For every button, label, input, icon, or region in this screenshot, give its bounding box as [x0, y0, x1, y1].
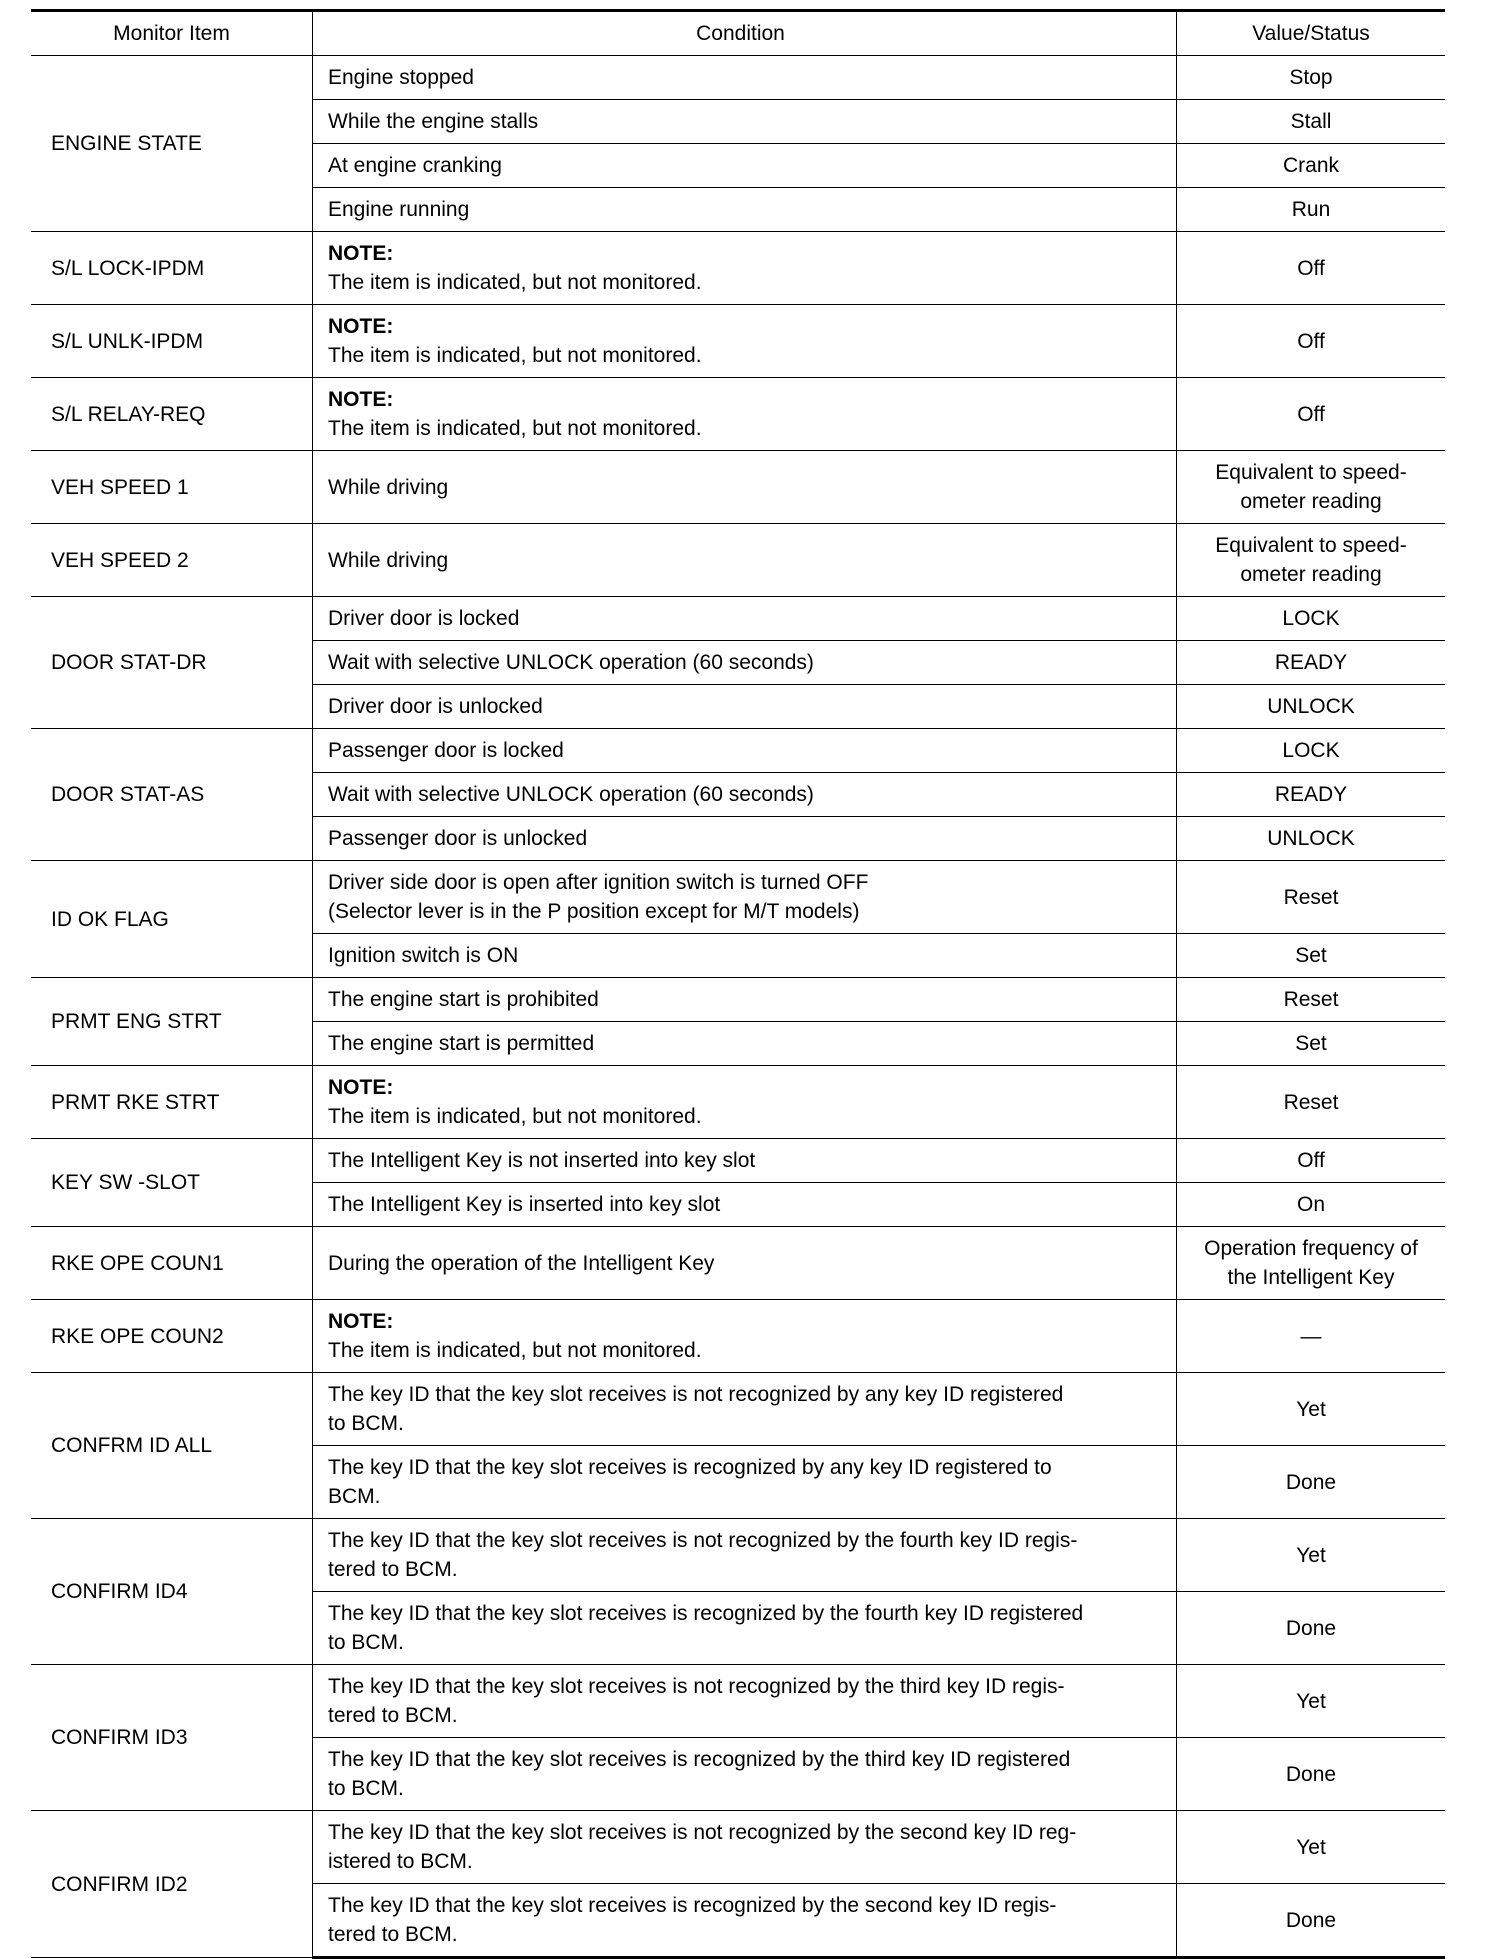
condition-cell: The key ID that the key slot receives is not recognized by the third key ID regis- tered to BCM. [313, 1665, 1177, 1738]
condition-cell: The engine start is prohibited [313, 978, 1177, 1022]
condition-cell: The key ID that the key slot receives is recognized by the fourth key ID registered to BCM. [313, 1592, 1177, 1665]
note-label: NOTE: [328, 1310, 394, 1333]
note-label: NOTE: [328, 315, 394, 338]
note-cell [313, 378, 1177, 451]
condition-cell: Engine running [313, 188, 1177, 232]
table-row [31, 729, 1445, 773]
condition-cell: The key ID that the key slot receives is recognized by the third key ID registered to BCM. [313, 1738, 1177, 1811]
note-cell [313, 305, 1177, 378]
table-header-row [31, 11, 1445, 56]
note-label: NOTE: [328, 242, 394, 265]
value-status-cell: Done [1177, 1592, 1446, 1665]
value-status-cell: LOCK [1177, 729, 1446, 773]
monitor-item-cell: KEY SW -SLOT [31, 1139, 313, 1227]
value-status-cell: Done [1177, 1738, 1446, 1811]
value-status-cell: Crank [1177, 144, 1446, 188]
note-text: The item is indicated, but not monitored. [328, 271, 702, 294]
note-cell [313, 1300, 1177, 1373]
value-status-cell: READY [1177, 641, 1446, 685]
table-row [31, 1373, 1445, 1446]
condition-cell: Passenger door is locked [313, 729, 1177, 773]
monitor-item-cell: DOOR STAT-AS [31, 729, 313, 861]
table-row [31, 1066, 1445, 1139]
monitor-item-cell: PRMT ENG STRT [31, 978, 313, 1066]
condition-cell: The Intelligent Key is not inserted into key slot [313, 1139, 1177, 1183]
monitor-item-cell: ID OK FLAG [31, 861, 313, 978]
monitor-item-cell: S/L RELAY-REQ [31, 378, 313, 451]
header-monitor-item: Monitor Item [31, 11, 313, 56]
value-status-cell: Off [1177, 1139, 1446, 1183]
value-status-cell: Stall [1177, 100, 1446, 144]
note-cell [313, 232, 1177, 305]
monitor-item-cell: CONFRM ID ALL [31, 1373, 313, 1519]
condition-cell: The key ID that the key slot receives is recognized by any key ID registered to BCM. [313, 1446, 1177, 1519]
value-status-cell: Off [1177, 378, 1446, 451]
note-cell [313, 1066, 1177, 1139]
condition-cell: Ignition switch is ON [313, 934, 1177, 978]
value-status-cell: Reset [1177, 978, 1446, 1022]
condition-cell: The key ID that the key slot receives is not recognized by the fourth key ID regis- tered to BCM. [313, 1519, 1177, 1592]
note-text: The item is indicated, but not monitored. [328, 417, 702, 440]
value-status-cell: Done [1177, 1446, 1446, 1519]
value-status-cell: LOCK [1177, 597, 1446, 641]
value-status-cell: Run [1177, 188, 1446, 232]
monitor-item-cell: RKE OPE COUN1 [31, 1227, 313, 1300]
table-body [31, 56, 1445, 1958]
condition-cell: Driver door is unlocked [313, 685, 1177, 729]
value-status-cell: Set [1177, 934, 1446, 978]
value-status-cell: Stop [1177, 56, 1446, 100]
table-row [31, 56, 1445, 100]
condition-cell: The key ID that the key slot receives is not recognized by the second key ID reg- istered to BCM. [313, 1811, 1177, 1884]
condition-cell: Driver side door is open after ignition switch is turned OFF (Selector lever is in the P position except for M/T models) [313, 861, 1177, 934]
table-row [31, 861, 1445, 934]
value-status-cell: Reset [1177, 1066, 1446, 1139]
table-row [31, 378, 1445, 451]
monitor-item-cell: DOOR STAT-DR [31, 597, 313, 729]
monitor-item-cell: RKE OPE COUN2 [31, 1300, 313, 1373]
monitor-item-cell: VEH SPEED 2 [31, 524, 313, 597]
condition-cell: Wait with selective UNLOCK operation (60 seconds) [313, 773, 1177, 817]
note-text: The item is indicated, but not monitored. [328, 1105, 702, 1128]
value-status-cell: — [1177, 1300, 1446, 1373]
table-row [31, 1139, 1445, 1183]
condition-cell: During the operation of the Intelligent Key [313, 1227, 1177, 1300]
value-status-cell: On [1177, 1183, 1446, 1227]
value-status-cell: Off [1177, 305, 1446, 378]
monitor-table [31, 9, 1445, 1959]
condition-cell: The key ID that the key slot receives is recognized by the second key ID regis- tered to BCM. [313, 1884, 1177, 1958]
note-text: The item is indicated, but not monitored. [328, 1339, 702, 1362]
value-status-cell: Done [1177, 1884, 1446, 1958]
value-status-cell: Yet [1177, 1519, 1446, 1592]
value-status-cell: Yet [1177, 1373, 1446, 1446]
table-row [31, 451, 1445, 524]
condition-cell: Wait with selective UNLOCK operation (60 seconds) [313, 641, 1177, 685]
condition-cell: At engine cranking [313, 144, 1177, 188]
table-row [31, 1300, 1445, 1373]
note-text: The item is indicated, but not monitored. [328, 344, 702, 367]
value-status-cell: READY [1177, 773, 1446, 817]
note-label: NOTE: [328, 388, 394, 411]
monitor-item-cell: VEH SPEED 1 [31, 451, 313, 524]
condition-cell: While driving [313, 451, 1177, 524]
table-row [31, 305, 1445, 378]
condition-cell: The Intelligent Key is inserted into key slot [313, 1183, 1177, 1227]
table-row [31, 232, 1445, 305]
table-row [31, 1227, 1445, 1300]
condition-cell: The key ID that the key slot receives is not recognized by any key ID registered to BCM. [313, 1373, 1177, 1446]
value-status-cell: Equivalent to speed- ometer reading [1177, 451, 1446, 524]
value-status-cell: Equivalent to speed- ometer reading [1177, 524, 1446, 597]
header-condition: Condition [313, 11, 1177, 56]
condition-cell: Driver door is locked [313, 597, 1177, 641]
table-row [31, 597, 1445, 641]
monitor-item-cell: PRMT RKE STRT [31, 1066, 313, 1139]
monitor-item-cell: S/L LOCK-IPDM [31, 232, 313, 305]
value-status-cell: Yet [1177, 1665, 1446, 1738]
condition-cell: While driving [313, 524, 1177, 597]
note-label: NOTE: [328, 1076, 394, 1099]
table-row [31, 1519, 1445, 1592]
value-status-cell: Off [1177, 232, 1446, 305]
monitor-item-cell: CONFIRM ID4 [31, 1519, 313, 1665]
value-status-cell: UNLOCK [1177, 817, 1446, 861]
condition-cell: The engine start is permitted [313, 1022, 1177, 1066]
value-status-cell: Set [1177, 1022, 1446, 1066]
table-row [31, 1811, 1445, 1884]
value-status-cell: Yet [1177, 1811, 1446, 1884]
value-status-cell: Reset [1177, 861, 1446, 934]
monitor-item-cell: CONFIRM ID3 [31, 1665, 313, 1811]
document-page [31, 9, 1437, 1959]
monitor-item-cell: CONFIRM ID2 [31, 1811, 313, 1958]
value-status-cell: UNLOCK [1177, 685, 1446, 729]
table-row [31, 1665, 1445, 1738]
table-row [31, 524, 1445, 597]
monitor-item-cell: S/L UNLK-IPDM [31, 305, 313, 378]
condition-cell: Engine stopped [313, 56, 1177, 100]
value-status-cell: Operation frequency of the Intelligent Key [1177, 1227, 1446, 1300]
monitor-item-cell: ENGINE STATE [31, 56, 313, 232]
table-row [31, 978, 1445, 1022]
condition-cell: Passenger door is unlocked [313, 817, 1177, 861]
condition-cell: While the engine stalls [313, 100, 1177, 144]
header-value-status: Value/Status [1177, 11, 1446, 56]
